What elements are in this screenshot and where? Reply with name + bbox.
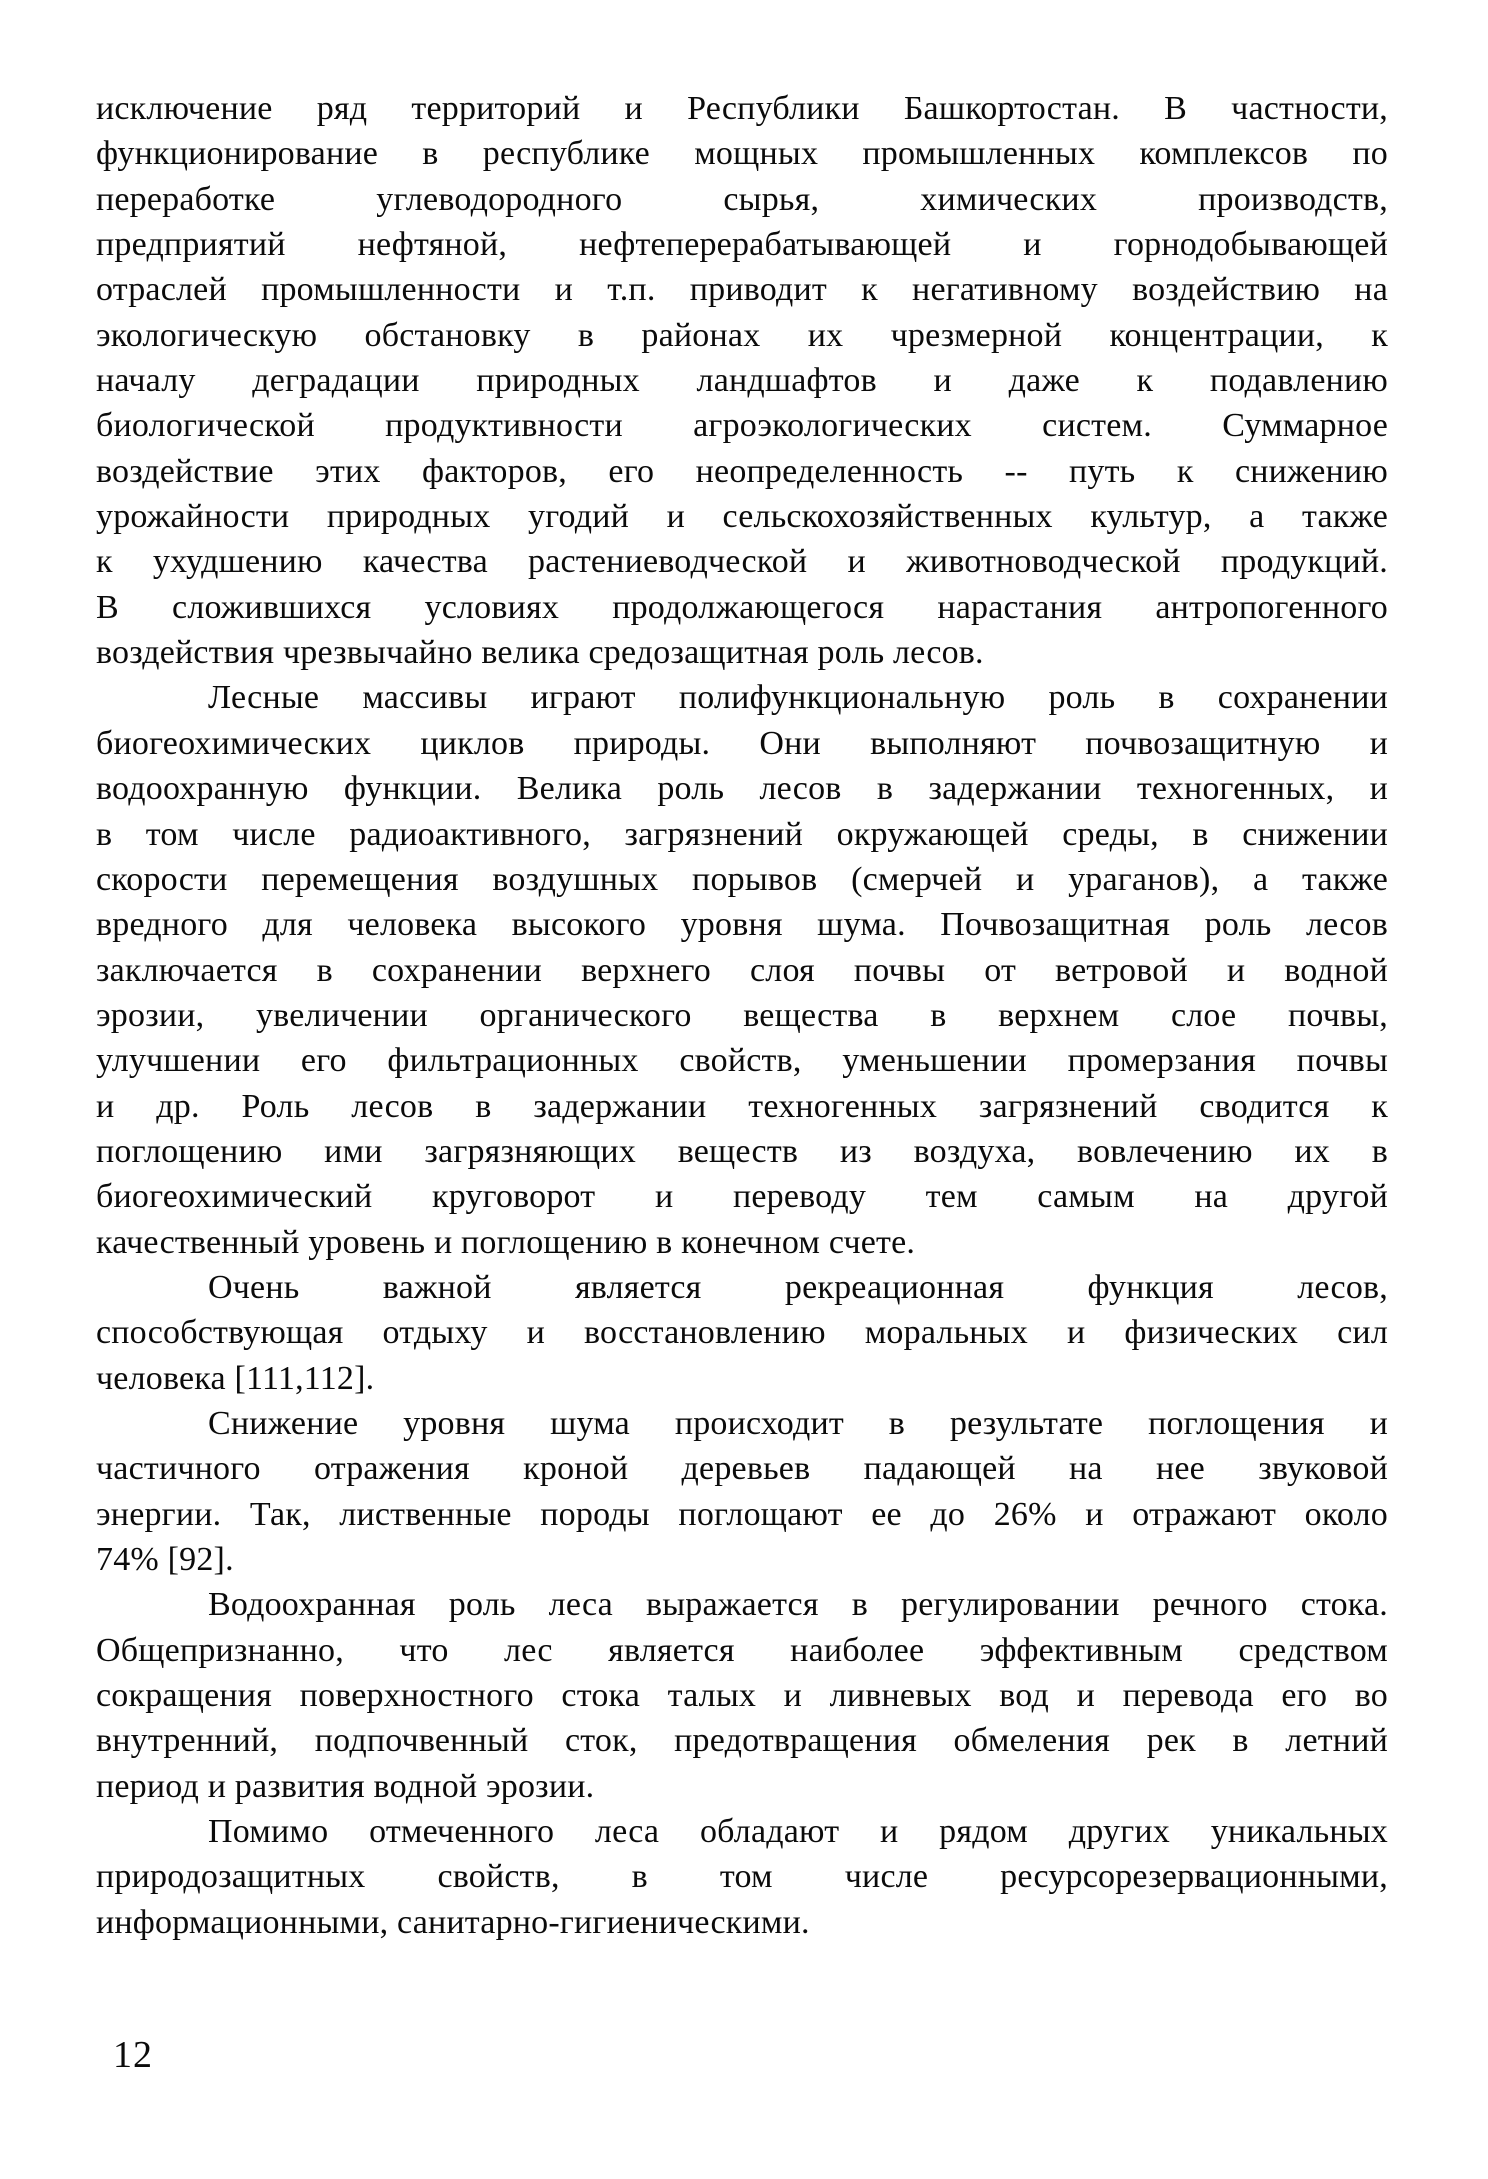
text-line: урожайности природных угодий и сельскохозяйственных культур, а также <box>96 498 1388 536</box>
text-line: человека [111,112]. <box>96 1359 375 1397</box>
text-line: заключается в сохранении верхнего слоя почвы от ветровой и водной <box>96 951 1388 989</box>
text-line: внутренний, подпочвенный сток, предотвращения обмеления рек в летний <box>96 1722 1388 1760</box>
text-line: функционирование в республике мощных промышленных комплексов по <box>96 135 1388 173</box>
text-line: воздействие этих факторов, его неопределенность -- путь к снижению <box>96 452 1388 490</box>
paragraph-4 <box>96 1401 1388 1582</box>
text-line: водоохранную функции. Велика роль лесов в задержании техногенных, и <box>96 770 1388 808</box>
paragraph-1 <box>96 86 1388 675</box>
text-line: в том числе радиоактивного, загрязнений окружающей среды, в снижении <box>96 815 1388 853</box>
paragraph-3 <box>96 1265 1388 1401</box>
text-line: исключение ряд территорий и Республики Башкортостан. В частности, <box>96 90 1388 127</box>
text-line: отраслей промышленности и т.п. приводит к негативному воздействию на <box>96 271 1388 309</box>
text-line: сокращения поверхностного стока талых и ливневых вод и перевода его во <box>96 1677 1388 1715</box>
text-line: Очень важной является рекреационная функция лесов, <box>208 1268 1388 1306</box>
text-line: и др. Роль лесов в задержании техногенных загрязнений сводится к <box>96 1087 1388 1125</box>
text-line: качественный уровень и поглощению в конечном счете. <box>96 1223 916 1261</box>
text-line: 74% [92]. <box>96 1541 234 1578</box>
text-line: поглощению ими загрязняющих веществ из воздуха, вовлечению их в <box>96 1132 1388 1170</box>
text-line: информационными, санитарно-гигиеническими. <box>96 1903 810 1941</box>
text-line: улучшении его фильтрационных свойств, уменьшении промерзания почвы <box>96 1042 1388 1080</box>
text-line: Общепризнанно, что лес является наиболее эффективным средством <box>96 1631 1388 1669</box>
text-line: вредного для человека высокого уровня шума. Почвозащитная роль лесов <box>96 906 1388 944</box>
text-line: Помимо отмеченного леса обладают и рядом других уникальных <box>208 1813 1388 1851</box>
text-line: биологической продуктивности агроэкологических систем. Суммарное <box>96 407 1388 445</box>
text-line: скорости перемещения воздушных порывов (смерчей и ураганов), а также <box>96 860 1388 898</box>
text-line: к ухудшению качества растениеводческой и животноводческой продукций. <box>96 543 1388 581</box>
paragraph-2 <box>96 675 1388 1264</box>
paragraph-6 <box>96 1809 1388 1945</box>
text-block <box>96 86 1388 1945</box>
text-line: способствующая отдыху и восстановлению моральных и физических сил <box>96 1314 1388 1352</box>
text-line: частичного отражения кроной деревьев падающей на нее звуковой <box>96 1450 1388 1488</box>
text-line: предприятий нефтяной, нефтеперерабатывающей и горнодобывающей <box>96 226 1388 264</box>
text-line: В сложившихся условиях продолжающегося нарастания антропогенного <box>96 588 1388 626</box>
text-line: природозащитных свойств, в том числе ресурсорезервационными, <box>96 1858 1388 1896</box>
page-number: 12 <box>113 2034 153 2076</box>
paragraph-5 <box>96 1582 1388 1809</box>
text-line: Водоохранная роль леса выражается в регулировании речного стока. <box>208 1586 1388 1624</box>
text-line: воздействия чрезвычайно велика средозащитная роль лесов. <box>96 634 984 672</box>
text-line: биогеохимический круговорот и переводу тем самым на другой <box>96 1178 1388 1216</box>
text-line: эрозии, увеличении органического вещества в верхнем слое почвы, <box>96 996 1388 1034</box>
text-line: биогеохимических циклов природы. Они выполняют почвозащитную и <box>96 724 1388 762</box>
text-line: переработке углеводородного сырья, химических производств, <box>96 180 1388 218</box>
text-line: началу деградации природных ландшафтов и даже к подавлению <box>96 362 1388 400</box>
text-line: Лесные массивы играют полифункциональную роль в сохранении <box>208 679 1388 717</box>
text-line: экологическую обстановку в районах их чрезмерной концентрации, к <box>96 316 1388 354</box>
text-line: период и развития водной эрозии. <box>96 1767 595 1805</box>
text-line: Снижение уровня шума происходит в результате поглощения и <box>208 1404 1388 1442</box>
text-line: энергии. Так, лиственные породы поглощают ее до 26% и отражают около <box>96 1495 1388 1533</box>
